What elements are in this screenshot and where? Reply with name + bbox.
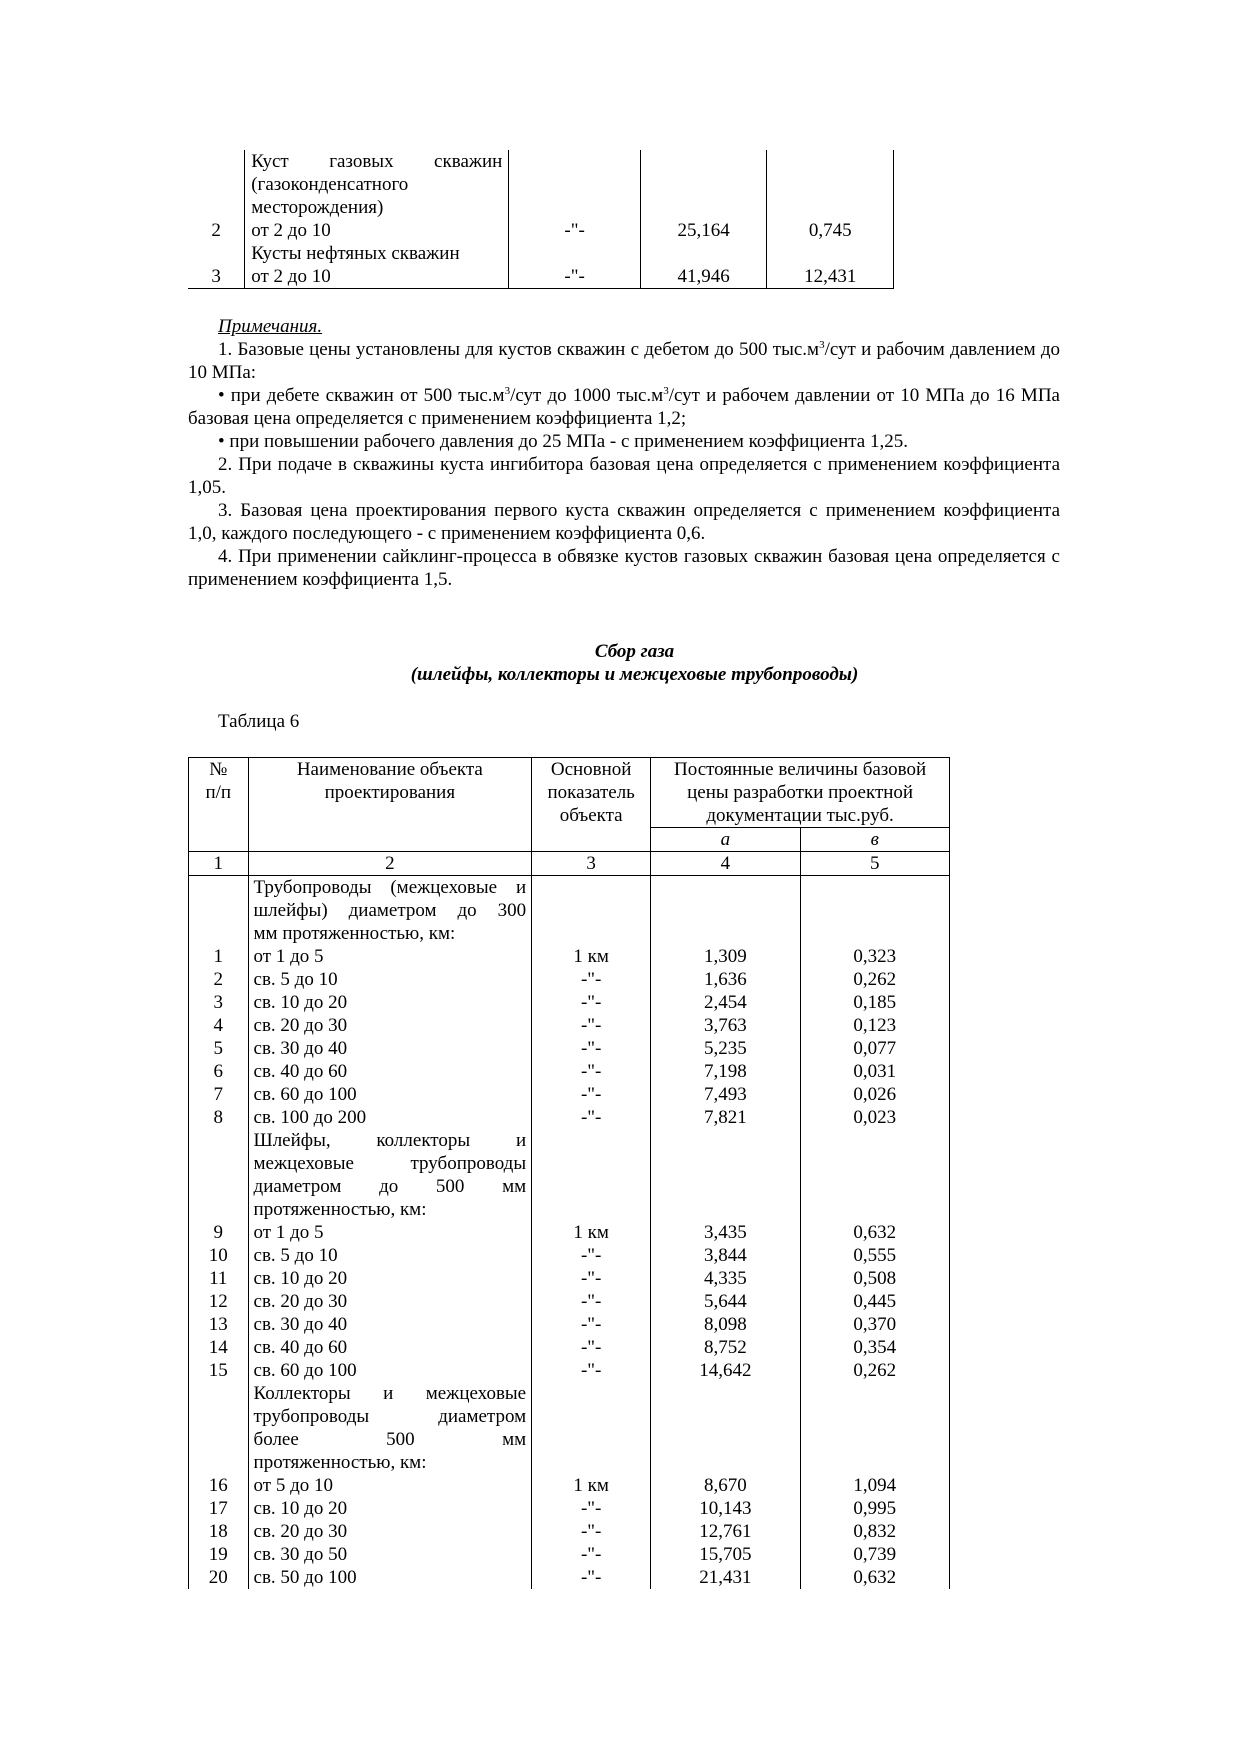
group-title-line: Трубопроводы (межцеховые и [253,877,527,898]
group-title [248,876,532,946]
value-a-cell: 12,761 [651,1520,800,1543]
indicator-cell: -"- [509,242,641,289]
value-b-cell: 12,431 [767,242,894,289]
group-title [248,1129,532,1221]
indicator-cell: 1 км [532,1474,651,1497]
group-title-line: Шлейфы, коллекторы и [253,1130,527,1151]
value-a-cell: 3,844 [651,1244,800,1267]
object-name-cell: св. 30 до 40 [248,1313,532,1336]
indicator-cell: -"- [532,1543,651,1566]
indicator-cell: -"- [532,1520,651,1543]
row-number: 8 [189,1106,249,1129]
value-b-cell [800,1129,949,1221]
indicator-cell: -"- [532,1267,651,1290]
object-name-cell: св. 20 до 30 [248,1014,532,1037]
table-caption: Таблица 6 [218,711,300,732]
indicator-cell: -"- [532,1037,651,1060]
value-a-cell: 15,705 [651,1543,800,1566]
header-const: Постоянные величины базовой цены разработки проектной документации тыс.руб. [651,758,950,828]
row-number: 2 [188,150,245,242]
table-row [189,1359,950,1382]
row-number: 7 [189,1083,249,1106]
row-number: 6 [189,1060,249,1083]
object-name-cell: св. 10 до 20 [248,1267,532,1290]
note-4: 4. При применении сайклинг-процесса в обвязке кустов газовых скважин базовая цена определяется с применением коэффициента 1,5. [188,546,1060,590]
object-name-line: месторождения) [251,197,384,218]
value-b-cell: 0,445 [800,1290,949,1313]
note-text: /сут и рабочем давлении от 10 МПа до 16 МПа базовая цена определяется с применением коэффициента 1,2; [188,385,1060,429]
value-b-cell: 0,026 [800,1083,949,1106]
column-number: 2 [248,852,532,876]
table-row [189,968,950,991]
object-range: от 2 до 10 [251,220,331,241]
value-a-cell: 7,493 [651,1083,800,1106]
indicator-cell [532,1129,651,1221]
note-text: • при дебете скважин от 500 тыс.м [218,385,505,406]
note-3: 3. Базовая цена проектирования первого куста скважин определяется с применением коэффициента 1,0, каждого последующего - с применением коэффициента 0,6. [188,500,1060,544]
object-name-cell: св. 50 до 100 [248,1566,532,1589]
indicator-cell: -"- [532,1060,651,1083]
header-b: в [800,828,949,852]
notes-block [188,315,1060,591]
object-name-cell: св. 5 до 10 [248,1244,532,1267]
value-a-cell: 2,454 [651,991,800,1014]
row-number: 3 [189,991,249,1014]
group-title-line: межцеховые трубопроводы [253,1153,527,1174]
table-row [189,1497,950,1520]
note-2: 2. При подаче в скважины куста ингибитора базовая цена определяется с применением коэффициента 1,05. [188,454,1060,498]
group-title-line: шлейфы) диаметром до 300 [253,900,527,921]
header-name: Наименование объекта проектирования [248,758,532,852]
value-b-cell: 0,185 [800,991,949,1014]
value-a-cell: 3,763 [651,1014,800,1037]
object-name-cell [245,150,509,242]
value-b-cell: 0,023 [800,1106,949,1129]
indicator-cell: -"- [532,1359,651,1382]
column-number: 4 [651,852,800,876]
value-a-cell: 5,644 [651,1290,800,1313]
value-a-cell: 10,143 [651,1497,800,1520]
section-title-line-1: Сбор газа [594,641,675,662]
group-title-line: Коллекторы и межцеховые [253,1383,527,1404]
row-number: 2 [189,968,249,991]
value-b-cell: 0,262 [800,1359,949,1382]
object-name-cell: св. 20 до 30 [248,1290,532,1313]
table-row [189,1221,950,1244]
value-b-cell: 0,555 [800,1244,949,1267]
indicator-cell: -"- [532,1313,651,1336]
section-title-line-2: (шлейфы, коллекторы и межцеховые трубопроводы) [410,664,859,685]
header-num-line: п/п [205,782,232,803]
value-b-cell: 0,031 [800,1060,949,1083]
row-number: 17 [189,1497,249,1520]
column-number: 5 [800,852,949,876]
value-a-cell [651,1382,800,1474]
header-num [189,758,249,852]
table-row [189,1014,950,1037]
object-name-cell: от 5 до 10 [248,1474,532,1497]
object-name-cell: св. 20 до 30 [248,1520,532,1543]
object-name-line: Куст газовых скважин [251,151,503,172]
table-row [189,1244,950,1267]
group-title-line: диаметром до 500 мм [253,1176,527,1197]
table-row [189,1566,950,1589]
column-number: 3 [532,852,651,876]
table-row [189,1313,950,1336]
table-row [189,1060,950,1083]
value-a-cell [651,876,800,946]
value-b-cell: 0,370 [800,1313,949,1336]
value-b-cell: 0,739 [800,1543,949,1566]
value-b-cell [800,876,949,946]
object-name-cell: св. 40 до 60 [248,1060,532,1083]
indicator-cell: -"- [532,1083,651,1106]
value-a-cell: 1,636 [651,968,800,991]
value-a-cell: 4,335 [651,1267,800,1290]
object-name-cell: св. 60 до 100 [248,1359,532,1382]
object-name-cell: св. 100 до 200 [248,1106,532,1129]
indicator-cell: -"- [532,1336,651,1359]
row-number [189,1129,249,1221]
group-title [248,1382,532,1474]
row-number: 1 [189,945,249,968]
value-a-cell: 25,164 [640,150,767,242]
value-a-cell: 14,642 [651,1359,800,1382]
object-name-line: (газоконденсатного [251,174,409,195]
value-b-cell: 0,123 [800,1014,949,1037]
object-name-cell: св. 40 до 60 [248,1336,532,1359]
row-number: 20 [189,1566,249,1589]
group-heading-row [189,1129,950,1221]
value-b-cell: 0,632 [800,1566,949,1589]
table-row [189,1336,950,1359]
row-number: 14 [189,1336,249,1359]
value-b-cell: 0,077 [800,1037,949,1060]
value-b-cell: 0,632 [800,1221,949,1244]
indicator-cell: -"- [532,991,651,1014]
indicator-cell: -"- [532,968,651,991]
group-title-line: трубопроводы диаметром [253,1406,527,1427]
row-number: 19 [189,1543,249,1566]
object-name-cell: от 1 до 5 [248,1221,532,1244]
indicator-cell: -"- [532,1106,651,1129]
notes-title-line [188,315,1060,338]
value-b-cell: 0,745 [767,150,894,242]
indicator-cell: -"- [532,1566,651,1589]
table-6 [188,757,950,1589]
table-row [188,150,894,242]
group-heading-row [189,876,950,946]
table-row [189,1106,950,1129]
indicator-cell: -"- [509,150,641,242]
row-number: 5 [189,1037,249,1060]
object-name-cell: св. 5 до 10 [248,968,532,991]
object-name-cell: св. 10 до 20 [248,1497,532,1520]
group-title-line: более 500 мм [253,1429,527,1450]
indicator-cell: -"- [532,1014,651,1037]
value-a-cell: 7,198 [651,1060,800,1083]
value-b-cell: 0,832 [800,1520,949,1543]
table-row [189,1520,950,1543]
object-range: от 2 до 10 [251,266,331,287]
value-a-cell: 1,309 [651,945,800,968]
table-row [189,1543,950,1566]
value-a-cell: 5,235 [651,1037,800,1060]
table-row [189,945,950,968]
header-num-line: № [209,759,228,780]
value-a-cell: 7,821 [651,1106,800,1129]
notes-title: Примечания. [218,316,323,337]
indicator-cell: -"- [532,1290,651,1313]
row-number: 12 [189,1290,249,1313]
row-number: 4 [189,1014,249,1037]
row-number [189,1382,249,1474]
row-number: 3 [188,242,245,289]
row-number [189,876,249,946]
value-a-cell: 8,670 [651,1474,800,1497]
note-text: /сут и рабочим давлением до 10 МПа: [188,339,1060,383]
value-b-cell [800,1382,949,1474]
object-name-cell [245,242,509,289]
value-b-cell: 1,094 [800,1474,949,1497]
value-b-cell: 0,354 [800,1336,949,1359]
header-a: а [651,828,800,852]
table-row [189,1267,950,1290]
value-a-cell [651,1129,800,1221]
column-number: 1 [189,852,249,876]
note-text: /сут до 1000 тыс.м [510,385,664,406]
group-title-line: протяженностью, км: [253,1199,427,1220]
row-number: 9 [189,1221,249,1244]
table-row [189,991,950,1014]
note-1 [188,338,1060,384]
row-number: 16 [189,1474,249,1497]
indicator-cell: 1 км [532,945,651,968]
value-b-cell: 0,323 [800,945,949,968]
object-name-cell: св. 60 до 100 [248,1083,532,1106]
indicator-cell: -"- [532,1497,651,1520]
table-row [188,242,894,289]
value-a-cell: 21,431 [651,1566,800,1589]
group-title-line: мм протяженностью, км: [253,923,456,944]
group-title-line: протяженностью, км: [253,1452,427,1473]
table-row [189,1474,950,1497]
row-number: 15 [189,1359,249,1382]
table-row [189,1083,950,1106]
indicator-cell: 1 км [532,1221,651,1244]
row-number: 10 [189,1244,249,1267]
object-name-line: Кусты нефтяных скважин [251,243,460,264]
table-row [189,1037,950,1060]
value-b-cell: 0,508 [800,1267,949,1290]
indicator-cell [532,876,651,946]
note-bullet-2: • при повышении рабочего давления до 25 МПа - с применением коэффициента 1,25. [218,431,908,452]
value-a-cell: 41,946 [640,242,767,289]
note-text: 1. Базовые цены установлены для кустов скважин с дебетом до 500 тыс.м [218,339,820,360]
group-heading-row [189,1382,950,1474]
value-a-cell: 3,435 [651,1221,800,1244]
superscript: 3 [819,339,825,351]
table-body [189,876,950,1590]
value-a-cell: 8,098 [651,1313,800,1336]
table-row [189,1290,950,1313]
row-number: 18 [189,1520,249,1543]
row-number: 11 [189,1267,249,1290]
value-b-cell: 0,995 [800,1497,949,1520]
note-bullet-1 [188,384,1060,430]
superscript: 3 [663,385,669,397]
value-a-cell: 8,752 [651,1336,800,1359]
object-name-cell: св. 30 до 40 [248,1037,532,1060]
header-row [189,758,950,828]
object-name-cell: от 1 до 5 [248,945,532,968]
value-b-cell: 0,262 [800,968,949,991]
indicator-cell: -"- [532,1244,651,1267]
object-name-cell: св. 30 до 50 [248,1543,532,1566]
object-name-cell: св. 10 до 20 [248,991,532,1014]
superscript: 3 [504,385,511,397]
continuation-table [188,150,894,289]
column-number-row [189,852,950,876]
row-number: 13 [189,1313,249,1336]
header-indicator: Основной показатель объекта [532,758,651,852]
indicator-cell [532,1382,651,1474]
section-title [188,640,1081,686]
